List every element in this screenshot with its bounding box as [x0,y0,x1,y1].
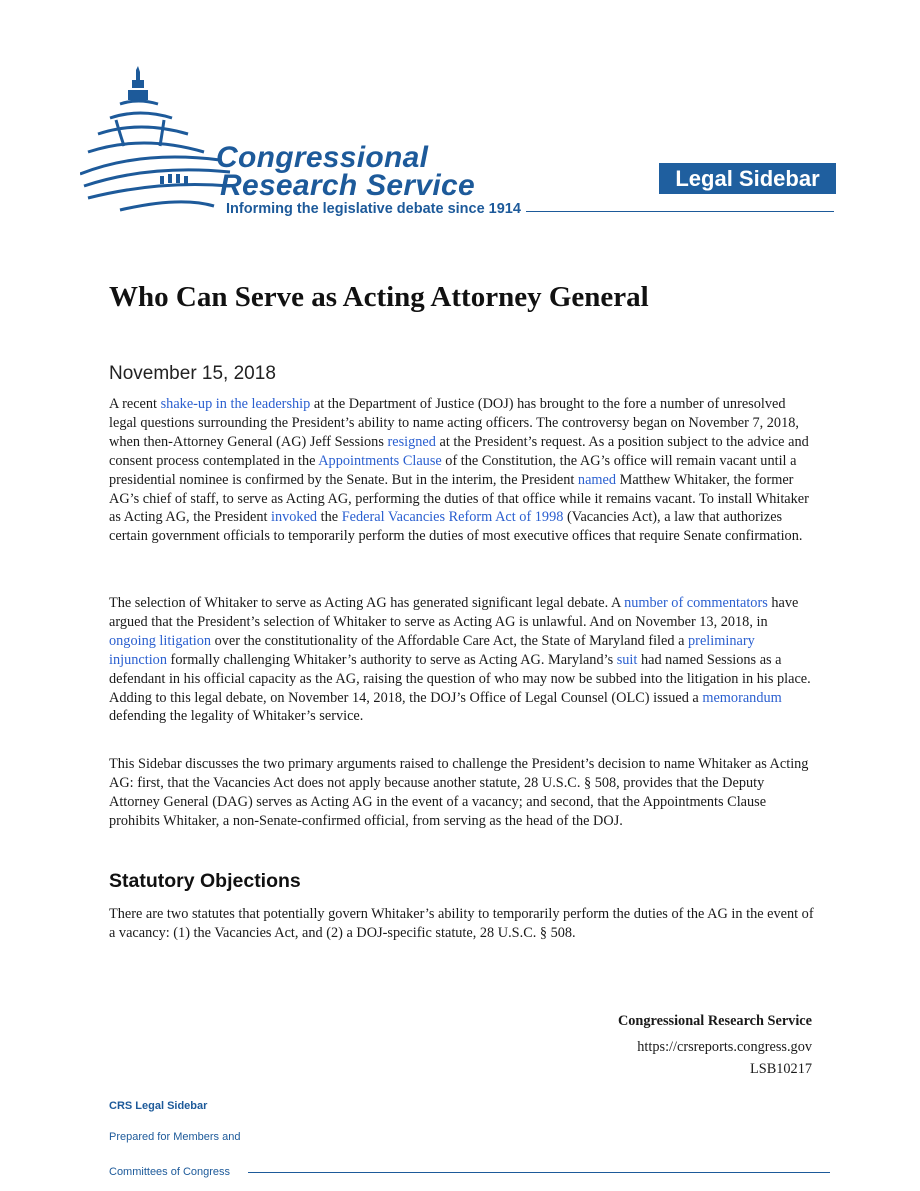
section-paragraph [109,905,814,943]
text-run: at the President’s request. As a position subject to the advice and consent process contemplated in the [109,433,809,469]
text-run: at the Department of Justice (DOJ) has brought to the fore a number of unresolved legal questions surrounding the President’s ability to name acting officers. The controversy began on November 7, 2018, when then-Attorney General (AG) Jeff Sessions [109,396,799,450]
inline-link[interactable]: suit [616,651,638,668]
inline-link[interactable]: named [577,471,617,488]
crs-wordmark [216,141,475,202]
footer-series: CRS Legal Sidebar [109,1100,208,1112]
text-run: This Sidebar discusses the two primary arguments raised to challenge the President’s decision to name Whitaker as Acting AG: first, that the Vacancies Act does not apply because another statute, 28 U.S.C. § 508, provides that the Deputy Attorney General (DAG) serves as Acting AG in the event of a vacancy; and second, that the Appointments Clause prohibits Whitaker, a non-Senate-confirmed official, from serving as the head of the DOJ. [109,756,809,829]
footer-url[interactable]: https://crsreports.congress.gov [637,1039,812,1055]
text-run: A recent [109,396,161,412]
footer-org: Congressional Research Service [617,1013,812,1029]
footer-rule [248,1172,830,1173]
text-run: formally challenging Whitaker’s authority to serve as Acting AG. Maryland’s [166,651,617,668]
page-title: Who Can Serve as Acting Attorney General [109,281,649,313]
footer-report-id: LSB10217 [750,1061,812,1077]
inline-link[interactable]: ongoing litigation [109,632,212,649]
text-run: There are two statutes that potentially govern Whitaker’s ability to temporarily perform the duties of the AG in the event of a vacancy: (1) the Vacancies Act, and (2) a DOJ-specific statute, 28 U.S.C. § 508. [109,906,814,941]
text-run: had named Sessions as a defendant in his official capacity as the AG, raising the question of who may now be subbed into the litigation in his place. Adding to this legal debate, on November 14, 2018, the DOJ’s Office of Legal Counsel (OLC) issued a [109,651,811,706]
text-run: The selection of Whitaker to serve as Acting AG has generated significant legal debate. A [109,595,625,611]
inline-link[interactable]: Federal Vacancies Reform Act of 1998 [341,509,564,526]
crs-wordmark-line2: Research Service [220,169,475,202]
footer-audience-line1: Prepared for Members and [109,1131,241,1143]
body-paragraph-2 [109,594,814,726]
text-run: defending the legality of Whitaker’s service. [109,708,364,725]
header-rule [526,211,834,212]
body-paragraph-1 [109,395,814,546]
text-run: of the Constitution, the AG’s office will remain vacant until a presidential nominee is confirmed by the Senate. But in the interim, the President [109,452,797,488]
inline-link[interactable]: preliminary injunction [109,632,755,668]
footer-audience-line2: Committees of Congress [109,1166,231,1178]
text-run: have argued that the President’s selection of Whitaker to serve as Acting AG is unlawful. And on November 13, 2018, in [109,595,799,630]
publication-date: November 15, 2018 [109,363,276,384]
text-run: the [317,509,342,526]
crs-wordmark-line1: Congressional [216,141,429,174]
inline-link[interactable]: Appointments Clause [318,452,442,469]
inline-link[interactable]: memorandum [702,689,782,706]
inline-link[interactable]: resigned [387,433,436,450]
text-run: over the constitutionality of the Affordable Care Act, the State of Maryland filed a [211,632,689,649]
text-run: Matthew Whitaker, the former AG’s chief of staff, to serve as Acting AG, performing the duties of that office while it remains vacant. To install Whitaker as Acting AG, the President [109,471,809,526]
inline-link[interactable]: number of commentators [624,595,768,611]
crs-tagline: Informing the legislative debate since 1914 [226,201,521,217]
legal-sidebar-badge: Legal Sidebar [659,163,836,194]
inline-link[interactable]: invoked [271,509,318,526]
text-run: (Vacancies Act), a law that authorizes certain government officials to temporarily perform the duties of most executive offices that require Senate confirmation. [109,509,803,545]
body-paragraph-3 [109,755,814,831]
inline-link[interactable]: shake-up in the leadership [160,396,311,412]
section-heading: Statutory Objections [109,870,301,892]
